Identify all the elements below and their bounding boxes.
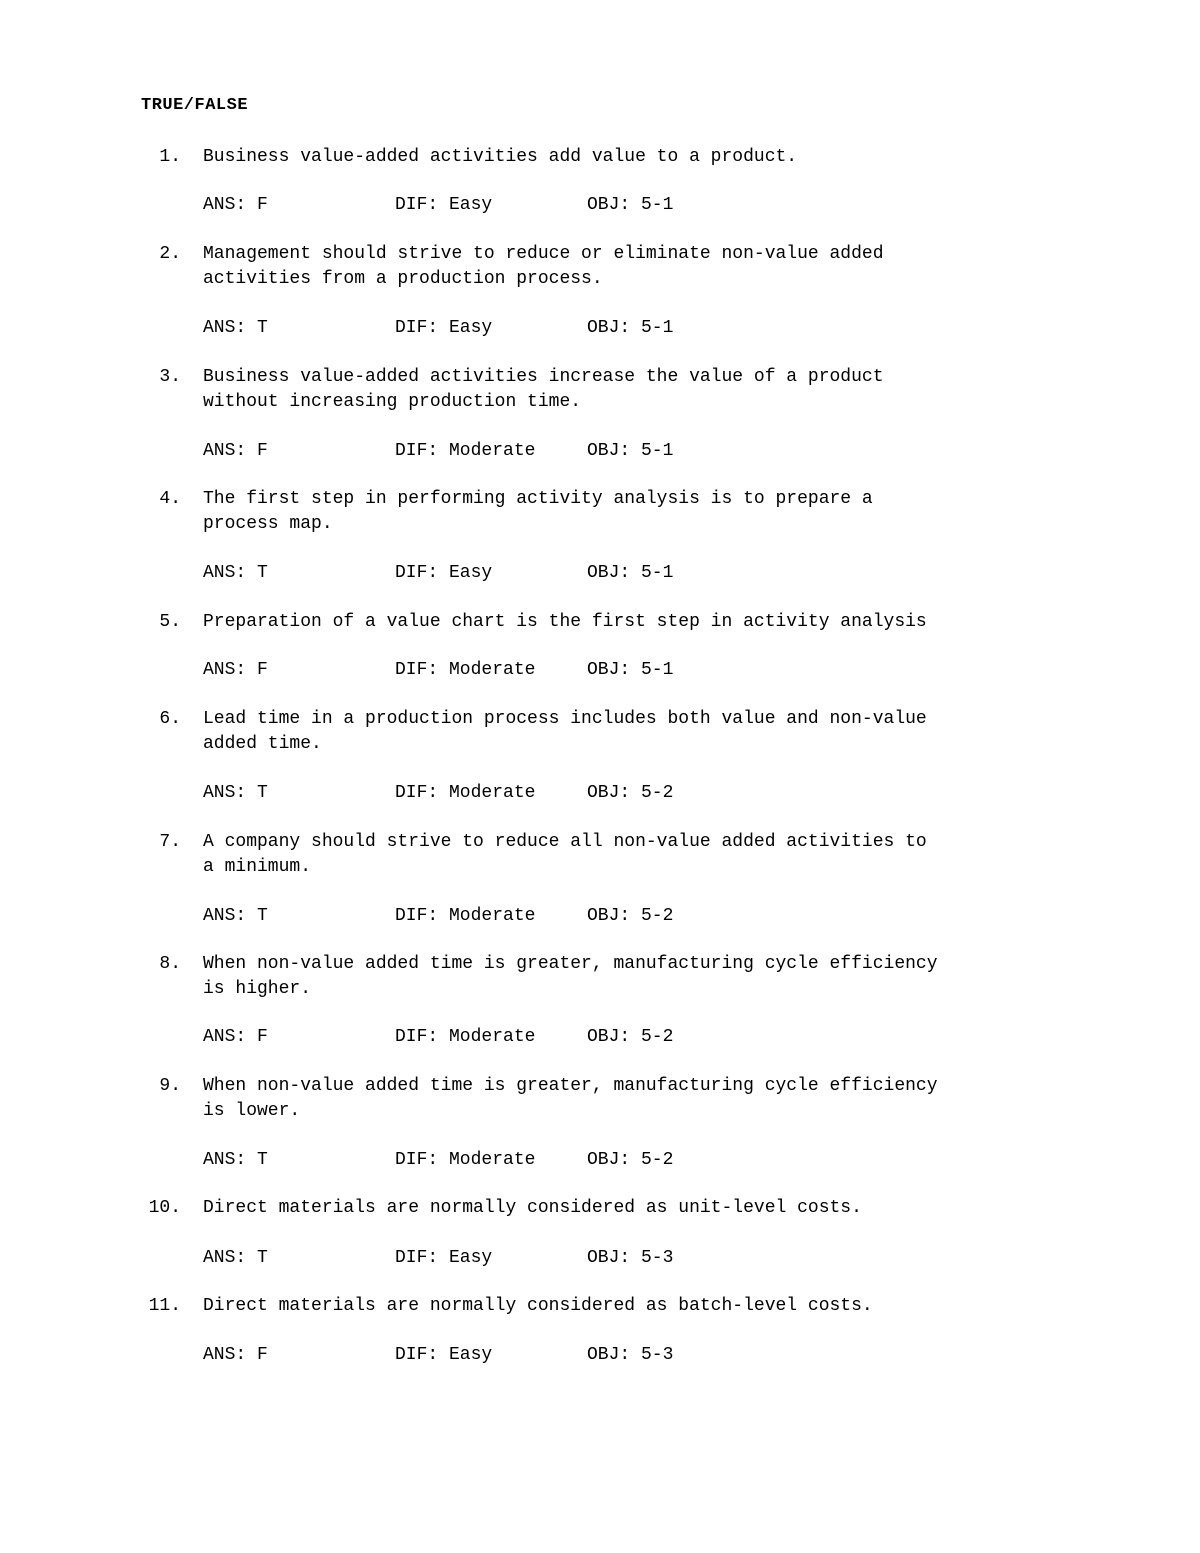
question-text-line: Management should strive to reduce or eliminate non-value added: [203, 244, 884, 264]
question-number: 9.: [159, 1076, 181, 1096]
objective-label: OBJ: 5-3: [587, 1345, 674, 1365]
objective-label: OBJ: 5-1: [587, 318, 674, 338]
difficulty-label: DIF: Easy: [395, 1248, 493, 1268]
answer-label: ANS: T: [203, 906, 268, 926]
question-text-line: When non-value added time is greater, manufacturing cycle efficiency: [203, 1076, 938, 1096]
question-number: 2.: [159, 244, 181, 264]
objective-label: OBJ: 5-1: [587, 441, 674, 461]
question-number: 5.: [159, 612, 181, 632]
answer-label: ANS: T: [203, 1248, 268, 1268]
answer-label: ANS: T: [203, 318, 268, 338]
difficulty-label: DIF: Easy: [395, 1345, 493, 1365]
question-text-line: activities from a production process.: [203, 268, 603, 289]
answer-label: ANS: T: [203, 783, 268, 803]
question-text-line: a minimum.: [203, 856, 312, 877]
answer-meta: [203, 1343, 803, 1368]
question-text-line: A company should strive to reduce all non-value added activities to: [203, 832, 927, 852]
answer-label: ANS: F: [203, 195, 268, 215]
answer-meta: [203, 561, 803, 586]
question-text-line: process map.: [203, 513, 333, 534]
question-number: 1.: [159, 147, 181, 167]
difficulty-label: DIF: Moderate: [395, 1027, 536, 1047]
answer-meta: [203, 658, 803, 683]
question-text-line: Business value-added activities increase the value of a product: [203, 367, 884, 387]
question-number: 8.: [159, 954, 181, 974]
question-text-line: Direct materials are normally considered as batch-level costs.: [203, 1296, 873, 1316]
answer-meta: [203, 904, 803, 929]
objective-label: OBJ: 5-2: [587, 1150, 674, 1170]
objective-label: OBJ: 5-2: [587, 906, 674, 926]
answer-label: ANS: F: [203, 441, 268, 461]
question-number: 6.: [159, 709, 181, 729]
answer-label: ANS: F: [203, 660, 268, 680]
difficulty-label: DIF: Moderate: [395, 1150, 536, 1170]
objective-label: OBJ: 5-1: [587, 563, 674, 583]
answer-meta: [203, 1025, 803, 1050]
objective-label: OBJ: 5-3: [587, 1248, 674, 1268]
difficulty-label: DIF: Moderate: [395, 906, 536, 926]
section-heading: TRUE/FALSE: [141, 96, 249, 115]
question-text-line: Lead time in a production process includes both value and non-value: [203, 709, 927, 729]
question-text-line: is higher.: [203, 978, 312, 999]
question-text-line: When non-value added time is greater, manufacturing cycle efficiency: [203, 954, 938, 974]
objective-label: OBJ: 5-1: [587, 660, 674, 680]
answer-meta: [203, 781, 803, 806]
question-number: 3.: [159, 367, 181, 387]
difficulty-label: DIF: Easy: [395, 195, 493, 215]
question-text-line: without increasing production time.: [203, 391, 582, 412]
objective-label: OBJ: 5-1: [587, 195, 674, 215]
difficulty-label: DIF: Moderate: [395, 441, 536, 461]
question-number: 4.: [159, 489, 181, 509]
difficulty-label: DIF: Easy: [395, 318, 493, 338]
answer-meta: [203, 316, 803, 341]
answer-meta: [203, 193, 803, 218]
difficulty-label: DIF: Easy: [395, 563, 493, 583]
question-text-line: Direct materials are normally considered as unit-level costs.: [203, 1198, 862, 1218]
question-number: 11.: [148, 1296, 181, 1316]
question-text-line: added time.: [203, 733, 322, 754]
answer-meta: [203, 439, 803, 464]
question-number: 7.: [159, 832, 181, 852]
question-text-line: The first step in performing activity analysis is to prepare a: [203, 489, 873, 509]
answer-label: ANS: T: [203, 1150, 268, 1170]
answer-label: ANS: F: [203, 1345, 268, 1365]
answer-label: ANS: T: [203, 563, 268, 583]
objective-label: OBJ: 5-2: [587, 783, 674, 803]
objective-label: OBJ: 5-2: [587, 1027, 674, 1047]
question-text-line: is lower.: [203, 1100, 301, 1121]
answer-meta: [203, 1148, 803, 1173]
answer-meta: [203, 1246, 803, 1271]
difficulty-label: DIF: Moderate: [395, 783, 536, 803]
difficulty-label: DIF: Moderate: [395, 660, 536, 680]
answer-label: ANS: F: [203, 1027, 268, 1047]
question-text-line: Preparation of a value chart is the first step in activity analysis: [203, 612, 927, 632]
question-number: 10.: [148, 1198, 181, 1218]
question-text-line: Business value-added activities add value to a product.: [203, 147, 798, 167]
